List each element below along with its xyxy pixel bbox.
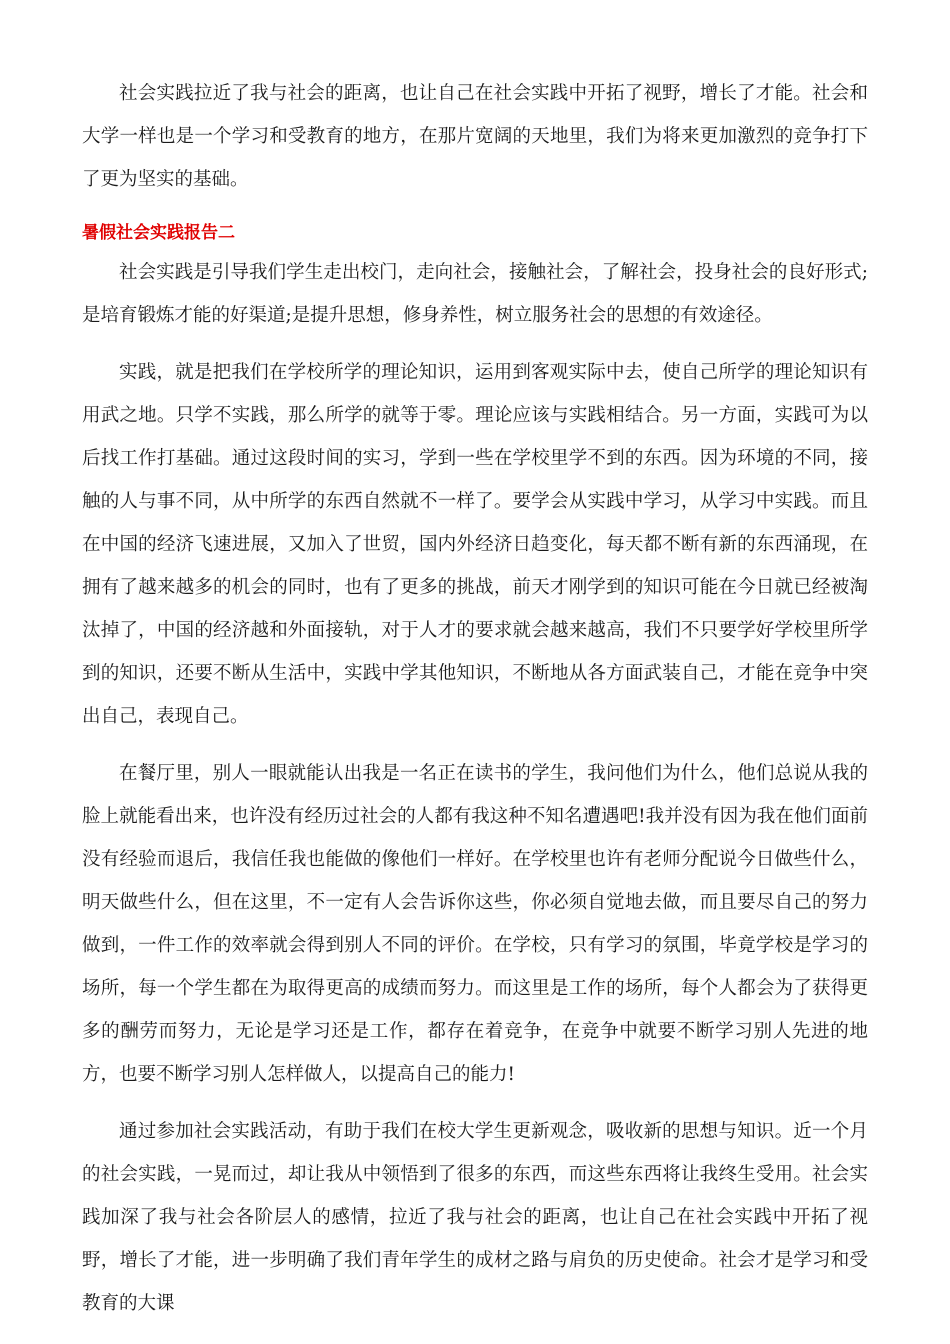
document-page [82,72,868,1325]
body-paragraph-2: 实践，就是把我们在学校所学的理论知识，运用到客观实际中去，使自己所学的理论知识有用武之地。只学不实践，那么所学的就等于零。理论应该与实践相结合。另一方面，实践可为以后找工作打基础。通过这段时间的实习，学到一些在学校里学不到的东西。因为环境的不同，接触的人与事不同，从中所学的东西自然就不一样了。要学会从实践中学习，从学习中实践。而且在中国的经济飞速进展，又加入了世贸，国内外经济日趋变化，每天都不断有新的东西涌现，在拥有了越来越多的机会的同时，也有了更多的挑战，前天才刚学到的知识可能在今日就已经被淘汰掉了，中国的经济越和外面接轨，对于人才的要求就会越来越高，我们不只要学好学校里所学到的知识，还要不断从生活中，实践中学其他知识，不断地从各方面武装自己，才能在竞争中突出自己，表现自己。 [82,362,868,727]
section-heading: 暑假社会实践报告二 [82,223,235,243]
body-paragraph-4: 通过参加社会实践活动，有助于我们在校大学生更新观念，吸收新的思想与知识。近一个月的社会实践，一晃而过，却让我从中领悟到了很多的东西，而这些东西将让我终生受用。社会实践加深了我与社会各阶层人的感情，拉近了我与社会的距离，也让自己在社会实践中开拓了视野，增长了才能，进一步明确了我们青年学生的成材之路与肩负的历史使命。社会才是学习和受教育的大课 [82,1121,868,1314]
body-paragraph-1: 社会实践是引导我们学生走出校门，走向社会，接触社会，了解社会，投身社会的良好形式;是培育锻炼才能的好渠道;是提升思想，修身养性，树立服务社会的思想的有效途径。 [82,262,868,326]
body-paragraph-intro: 社会实践拉近了我与社会的距离，也让自己在社会实践中开拓了视野，增长了才能。社会和大学一样也是一个学习和受教育的地方，在那片宽阔的天地里，我们为将来更加激烈的竞争打下了更为坚实的基础。 [82,83,868,190]
body-paragraph-3: 在餐厅里，别人一眼就能认出我是一名正在读书的学生，我问他们为什么，他们总说从我的脸上就能看出来，也许没有经历过社会的人都有我这种不知名遭遇吧!我并没有因为我在他们面前没有经验而退后，我信任我也能做的像他们一样好。在学校里也许有老师分配说今日做些什么，明天做些什么，但在这里，不一定有人会告诉你这些，你必须自觉地去做，而且要尽自己的努力做到，一件工作的效率就会得到别人不同的评价。在学校，只有学习的氛围，毕竟学校是学习的场所，每一个学生都在为取得更高的成绩而努力。而这里是工作的场所，每个人都会为了获得更多的酬劳而努力，无论是学习还是工作，都存在着竞争，在竞争中就要不断学习别人先进的地方，也要不断学习别人怎样做人，以提高自己的能力! [82,763,868,1085]
